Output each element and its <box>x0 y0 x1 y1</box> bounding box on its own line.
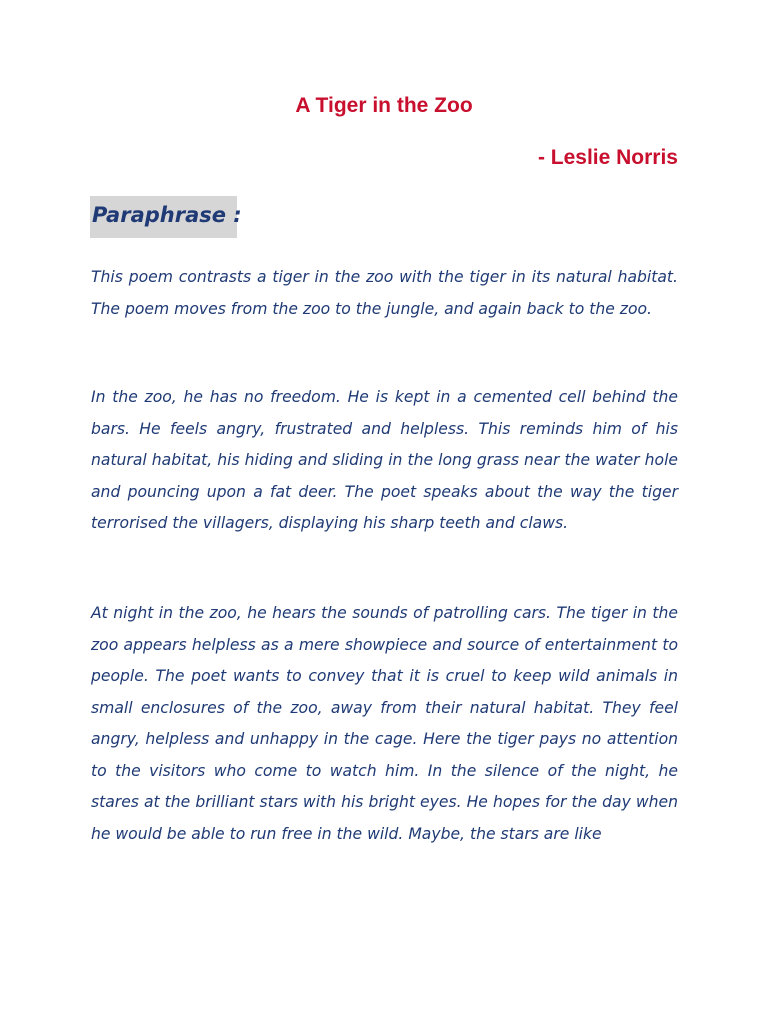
poem-title: A Tiger in the Zoo <box>295 94 473 117</box>
paragraph-night-zoo: At night in the zoo, he hears the sounds of patrolling cars. The tiger in the zoo appears helpless as a mere showpiece and source of entertainment to people. The poet wants to convey that it is cruel to keep wild animals in small enclosures of the zoo, away from their natural habitat. They feel angry, helpless and unhappy in the cage. Here the tiger pays no attention to the visitors who come to watch him. In the silence of the night, he stares at the brilliant stars with his bright eyes. He hopes for the day when he would be able to run free in the wild. Maybe, the stars are like <box>91 604 678 843</box>
poem-author: - Leslie Norris <box>537 146 678 169</box>
section-heading: Paraphrase : <box>92 203 242 227</box>
paragraph-intro: This poem contrasts a tiger in the zoo with the tiger in its natural habitat. The poem moves from the zoo to the jungle, and again back to the zoo. <box>91 268 678 318</box>
paragraph-zoo-freedom: In the zoo, he has no freedom. He is kept in a cemented cell behind the bars. He feels angry, frustrated and helpless. This reminds him of his natural habitat, his hiding and sliding in the long grass near the water hole and pouncing upon a fat deer. The poet speaks about the way the tiger terrorised the villagers, displaying his sharp teeth and claws. <box>91 388 678 532</box>
